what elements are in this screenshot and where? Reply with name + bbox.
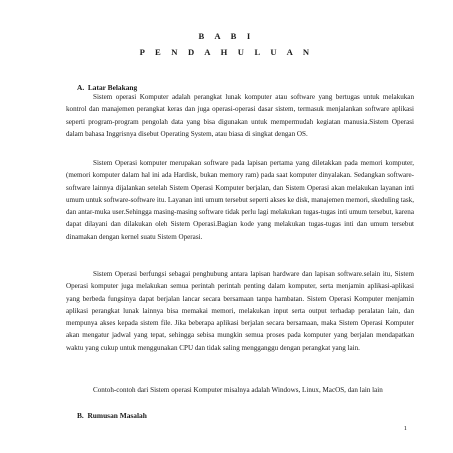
chapter-title: P E N D A H U L U A N	[139, 47, 314, 57]
paragraph-1: Sistem operasi Komputer adalah perangkat lunak komputer atau software yang bertugas untuk melakukan kontrol dan manajemen perangkat keras dan juga operasi-operasi dasar sistem, termasuk menjalankan software aplikasi seperti program-program pengolah data yang bisa digunakan untuk mempermudah kegiatan manusia.Sistem Operasi dalam bahasa Inggrisnya disebut Operating System, atau biasa di singkat dengan OS.	[66, 93, 414, 138]
section-heading-latar-belakang: A. Latar Belakang	[77, 83, 138, 92]
page-number: 1	[403, 425, 407, 432]
paragraph-4: Contoh-contoh dari Sistem operasi Komputer misalnya adalah Windows, Linux, MacOS, dan lain lain	[93, 386, 383, 394]
chapter-label: B A B I	[198, 31, 255, 41]
paragraph-2: Sistem Operasi komputer merupakan software pada lapisan pertama yang diletakkan pada memori komputer, (memori komputer dalam hal ini ada Hardisk, bukan memory ram) pada saat komputer dinyalakan. Sedangkan software-software lainnya dijalankan setelah Sistem Operasi Komputer berjalan, dan Sistem Operasi akan melakukan layanan inti umum untuk software-software itu. Layanan inti umum tersebut seperti akses ke disk, manajemen memori, skeduling task, dan antar-muka user.Sehingga masing-masing software tidak perlu lagi melakukan tugas-tugas inti umum tersebut, karena dapat dilayani dan dilakukan oleh Sistem Operasi.Bagian kode yang melakukan tugas-tugas inti dan umum tersebut dinamakan dengan kernel suatu Sistem Operasi.	[66, 159, 414, 241]
paragraph-3: Sistem Operasi berfungsi sebagai penghubung antara lapisan hardware dan lapisan software.selain itu, Sistem Operasi komputer juga melakukan semua perintah perintah penting dalam komputer, serta menjamin aplikasi-aplikasi yang berbeda fungsinya dapat berjalan lancar secara bersamaan tanpa hambatan. Sistem Operasi Komputer menjamin aplikasi perangkat lunak lainnya bisa memakai memori, melakukan input serta output terhadap peralatan lain, dan mempunya akses kepada sistem file. Jika beberapa aplikasi berjalan secara bersamaan, maka Sistem Operasi Komputer akan mengatur jadwal yang tepat, sehingga sebisa mungkin semua proses pada komputer yang berjalan mendapatkan waktu yang cukup untuk menggunakan CPU dan tidak saling mengganggu dengan perangkat yang lain.	[66, 270, 414, 352]
section-heading-rumusan-masalah: B. Rumusan Masalah	[77, 411, 147, 420]
